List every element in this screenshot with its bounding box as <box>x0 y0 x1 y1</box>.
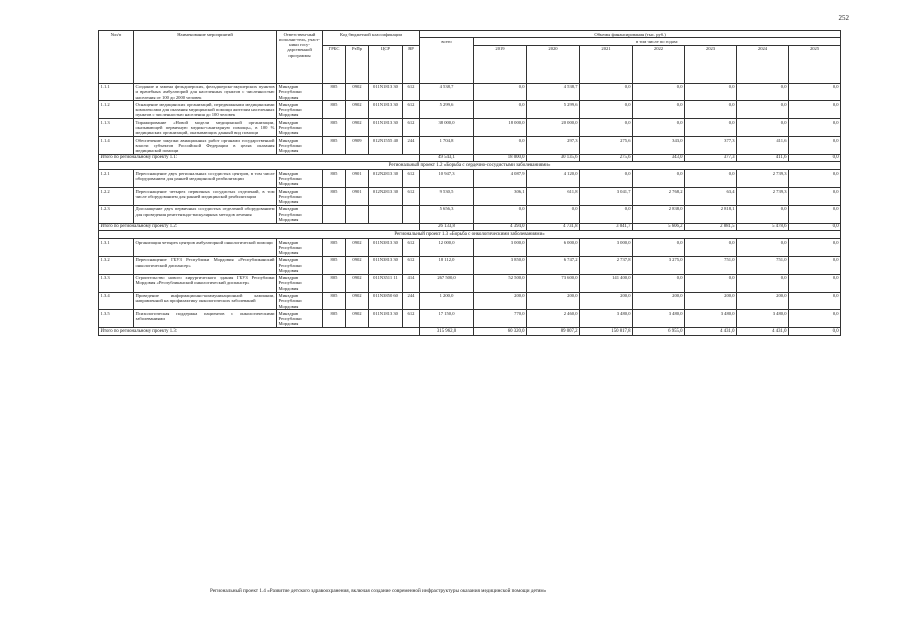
row-csr: 012N1555 40 <box>369 137 403 155</box>
row-year-value: 0,0 <box>789 119 841 137</box>
header-executor: Ответствен-ный исполни-тель, участ-ники госу-дарственной программы <box>277 31 323 84</box>
total-year-value: 89 007,2 <box>527 328 580 336</box>
row-grbs: 805 <box>323 256 346 274</box>
header-code-0: ГРБС <box>323 45 346 83</box>
total-year-value: 60 320,0 <box>474 328 527 336</box>
row-year-value: 0,0 <box>789 239 841 257</box>
row-year-value: 6 000,0 <box>527 239 580 257</box>
row-year-value: 0,0 <box>789 256 841 274</box>
row-year-value: 297,3 <box>527 137 580 155</box>
row-rzpr: 0902 <box>346 292 369 310</box>
row-year-value: 0,0 <box>633 239 685 257</box>
row-year-value: 18 000,0 <box>474 119 527 137</box>
row-csr: 011N3511 11 <box>369 274 403 292</box>
header-total: всего <box>420 38 474 83</box>
row-year-value: 0,0 <box>685 101 737 119</box>
row-year-value: 52 500,0 <box>474 274 527 292</box>
table-row <box>99 256 841 274</box>
header-code-2: ЦСР <box>369 45 403 83</box>
row-total: 12 000,0 <box>420 239 474 257</box>
header-year-2: 2021 <box>580 45 633 83</box>
row-year-value: 4 538,7 <box>527 83 580 101</box>
row-year-value: 3 850,0 <box>474 256 527 274</box>
header-year-6: 2025 <box>789 45 841 83</box>
total-year-value: 18 000,0 <box>474 154 527 162</box>
row-name: Оснащение медицинских организаций, передвижными медицинскими комплексами для оказания медицинской помощи жителям населенных пунктов с численностью населения до 100 человек <box>135 101 275 118</box>
row-executor: Минздрав Республики Мордовия <box>277 239 323 257</box>
table-row <box>99 274 841 292</box>
total-row <box>99 328 841 336</box>
row-rzpr: 0909 <box>346 137 369 155</box>
table-row <box>99 310 841 328</box>
header-financing: Объемы финансирования (тыс. руб.) <box>420 31 841 38</box>
row-year-value: 200,0 <box>474 292 527 310</box>
row-year-value: 3 480,0 <box>737 310 789 328</box>
row-vr: 612 <box>403 83 420 101</box>
row-year-value: 0,0 <box>633 170 685 188</box>
header-year-0: 2019 <box>474 45 527 83</box>
row-year-value: 141 400,0 <box>580 274 633 292</box>
row-executor: Минздрав Республики Мордовия <box>277 256 323 274</box>
row-year-value: 2 838,0 <box>633 205 685 223</box>
row-year-value: 770,0 <box>474 310 527 328</box>
row-name: Переоснащение четырех первичных сосудистых отделений, в том числе оборудованием для ранней медицинской реабилитации <box>134 188 277 206</box>
header-budget-code: Код бюджетной классификации <box>323 31 420 46</box>
row-grbs: 805 <box>323 83 346 101</box>
row-vr: 244 <box>403 137 420 155</box>
row-year-value: 751,0 <box>685 256 737 274</box>
row-year-value: 2 768,2 <box>633 188 685 206</box>
row-year-value: 0,0 <box>580 101 633 119</box>
row-year-value: 3 275,0 <box>633 256 685 274</box>
header-code-3: ВР <box>403 45 420 83</box>
row-csr: 011N1813 30 <box>369 101 403 119</box>
row-number: 1.3.5 <box>99 310 134 328</box>
row-name: Создание и замена фельдшерских, фельдшерско-акушерских пунктов и врачебных амбулаторий для населенных пунктов с численностью населения от 100 до 2000 человек <box>135 84 275 100</box>
row-executor: Минздрав Республики Мордовия <box>277 205 323 223</box>
header-code-1: РзПр <box>346 45 369 83</box>
row-year-value: 0,0 <box>633 101 685 119</box>
row-grbs: 805 <box>323 239 346 257</box>
table-row <box>99 292 841 310</box>
row-rzpr: 0901 <box>346 170 369 188</box>
total-year-value: 0,0 <box>789 223 841 231</box>
row-year-value: 3 041,7 <box>580 188 633 206</box>
row-year-value: 0,0 <box>789 188 841 206</box>
row-year-value: 611,8 <box>527 188 580 206</box>
row-rzpr: 0902 <box>346 310 369 328</box>
row-number: 1.2.1 <box>99 170 134 188</box>
row-total: 17 150,0 <box>420 310 474 328</box>
row-csr <box>369 205 403 223</box>
row-number: 1.2.3 <box>99 205 134 223</box>
row-executor: Минздрав Республики Мордовия <box>277 188 323 206</box>
section-title: Региональный проект 1.3 «Борьба с онкологическими заболеваниями» <box>99 231 841 239</box>
table-row <box>99 239 841 257</box>
row-year-value: 200,0 <box>685 292 737 310</box>
row-total: 5 299,6 <box>420 101 474 119</box>
row-year-value: 0,0 <box>633 274 685 292</box>
row-year-value: 0,0 <box>580 205 633 223</box>
total-year-value: 5 478,6 <box>737 223 789 231</box>
total-sum: 315 962,0 <box>420 328 474 336</box>
row-total: 5 656,3 <box>420 205 474 223</box>
row-name: Психологическая поддержка пациентов с онкологическими заболеваниями <box>134 310 277 328</box>
row-year-value: 3 000,0 <box>474 239 527 257</box>
row-name: Проведение информационно-коммуникационной кампании, направленной на профилактику онкологических заболеваний <box>134 292 277 310</box>
row-grbs: 805 <box>323 170 346 188</box>
row-rzpr: 0902 <box>346 256 369 274</box>
total-year-value: 343,0 <box>633 154 685 162</box>
header-num: №п/п <box>99 31 134 84</box>
row-year-value: 0,0 <box>474 205 527 223</box>
total-year-value: 2 881,5 <box>685 223 737 231</box>
row-year-value: 0,0 <box>527 205 580 223</box>
row-year-value: 0,0 <box>685 83 737 101</box>
row-year-value: 200,0 <box>580 292 633 310</box>
row-year-value: 3 480,0 <box>633 310 685 328</box>
row-year-value: 0,0 <box>789 292 841 310</box>
row-year-value: 0,0 <box>633 119 685 137</box>
table-row <box>99 119 841 137</box>
row-year-value: 0,0 <box>789 137 841 155</box>
row-total: 9 530,5 <box>420 188 474 206</box>
total-year-value: 30 135,6 <box>527 154 580 162</box>
row-total: 267 500,0 <box>420 274 474 292</box>
row-year-value: 0,0 <box>685 239 737 257</box>
total-year-value: 4 394,0 <box>474 223 527 231</box>
total-year-value: 4 431,0 <box>737 328 789 336</box>
row-year-value: 2 739,3 <box>737 170 789 188</box>
row-csr: 011N1813 30 <box>369 83 403 101</box>
row-vr: 612 <box>403 239 420 257</box>
total-sum: 49 543,1 <box>420 154 474 162</box>
total-sum: 26 133,8 <box>420 223 474 231</box>
row-csr: 011N3813 30 <box>369 256 403 274</box>
row-year-value: 63,4 <box>685 188 737 206</box>
footer-project-title: Региональный проект 1.4 «Развитие детского здравоохранения, включая создание современной инфраструктуры оказания медицинской помощи детям» <box>210 588 547 594</box>
total-row <box>99 223 841 231</box>
total-row <box>99 154 841 162</box>
row-vr: 414 <box>403 274 420 292</box>
row-executor: Минздрав Республики Мордовия <box>277 292 323 310</box>
row-vr: 612 <box>403 170 420 188</box>
row-year-value: 3 480,0 <box>685 310 737 328</box>
row-vr: 612 <box>403 310 420 328</box>
row-grbs <box>323 205 346 223</box>
row-number: 1.1.1 <box>99 83 134 101</box>
row-executor: Минздрав Республики Мордовия <box>277 137 323 155</box>
row-vr: 612 <box>403 101 420 119</box>
row-executor: Минздрав Республики Мордовия <box>277 274 323 292</box>
row-year-value: 2 737,8 <box>580 256 633 274</box>
table-row <box>99 137 841 155</box>
row-name: Строительство нового хирургического здания ГБУЗ Республики Мордовия «Республиканский онкологический диспансер» <box>134 274 277 292</box>
row-year-value: 0,0 <box>474 137 527 155</box>
row-csr: 011N3850 60 <box>369 292 403 310</box>
header-year-1: 2020 <box>527 45 580 83</box>
header-year-4: 2023 <box>685 45 737 83</box>
row-year-value: 6 747,2 <box>527 256 580 274</box>
row-grbs: 805 <box>323 310 346 328</box>
row-year-value: 0,0 <box>737 205 789 223</box>
row-grbs: 805 <box>323 119 346 137</box>
row-year-value: 0,0 <box>789 274 841 292</box>
row-grbs: 805 <box>323 101 346 119</box>
row-year-value: 306,1 <box>474 188 527 206</box>
row-name: Дооснащение двух первичных сосудистых отделений оборудованием для проведения рентгенэндо-васкулярных методов лечения <box>134 205 277 223</box>
row-executor: Минздрав Республики Мордовия <box>277 83 323 101</box>
row-vr: 612 <box>403 188 420 206</box>
page-number: 252 <box>838 14 849 22</box>
row-total: 1 704,8 <box>420 137 474 155</box>
row-year-value: 0,0 <box>737 239 789 257</box>
row-rzpr <box>346 205 369 223</box>
row-number: 1.3.2 <box>99 256 134 274</box>
row-executor: Минздрав Республики Мордовия <box>277 119 323 137</box>
row-number: 1.1.4 <box>99 137 134 155</box>
row-number: 1.3.3 <box>99 274 134 292</box>
row-year-value: 73 600,0 <box>527 274 580 292</box>
total-label: Итого по региональному проекту 1.2: <box>99 223 420 231</box>
row-number: 1.3.1 <box>99 239 134 257</box>
row-vr: 612 <box>403 119 420 137</box>
total-year-value: 6 955,0 <box>633 328 685 336</box>
row-total: 18 112,0 <box>420 256 474 274</box>
total-year-value: 5 606,2 <box>633 223 685 231</box>
row-year-value: 0,0 <box>685 274 737 292</box>
row-grbs: 805 <box>323 292 346 310</box>
row-rzpr: 0902 <box>346 274 369 292</box>
row-year-value: 0,0 <box>474 83 527 101</box>
row-year-value: 2 460,0 <box>527 310 580 328</box>
row-name: Переоснащение двух региональных сосудистых центров, в том числе оборудованием для ранней медицинской реабилитации <box>134 170 277 188</box>
row-year-value: 200,0 <box>737 292 789 310</box>
row-rzpr: 0902 <box>346 239 369 257</box>
row-year-value: 4 120,0 <box>527 170 580 188</box>
total-year-value: 4 731,8 <box>527 223 580 231</box>
section-title-row <box>99 231 841 239</box>
row-year-value: 0,0 <box>789 205 841 223</box>
row-year-value: 4 087,9 <box>474 170 527 188</box>
total-year-value: 3 041,7 <box>580 223 633 231</box>
total-year-value: 0,0 <box>789 154 841 162</box>
total-year-value: 275,6 <box>580 154 633 162</box>
row-rzpr: 0902 <box>346 101 369 119</box>
row-year-value: 0,0 <box>474 101 527 119</box>
row-executor: Минздрав Республики Мордовия <box>277 310 323 328</box>
row-vr: 244 <box>403 292 420 310</box>
row-year-value: 0,0 <box>789 170 841 188</box>
row-year-value: 0,0 <box>685 170 737 188</box>
total-year-value: 0,0 <box>789 328 841 336</box>
row-year-value: 0,0 <box>737 83 789 101</box>
total-year-value: 150 817,8 <box>580 328 633 336</box>
row-year-value: 0,0 <box>789 310 841 328</box>
row-number: 1.1.3 <box>99 119 134 137</box>
row-name: Организация четырех центров амбулаторной онкологической помощи <box>134 239 277 257</box>
total-label: Итого по региональному проекту 1.1: <box>99 154 420 162</box>
row-csr: 012N2813 30 <box>369 188 403 206</box>
row-year-value: 2 818,1 <box>685 205 737 223</box>
row-csr: 011N3813 30 <box>369 239 403 257</box>
header-including: в том числе по годам: <box>474 38 841 45</box>
row-year-value: 0,0 <box>633 83 685 101</box>
row-year-value: 0,0 <box>737 119 789 137</box>
row-year-value: 377,3 <box>685 137 737 155</box>
row-year-value: 411,6 <box>737 137 789 155</box>
row-year-value: 0,0 <box>580 170 633 188</box>
row-executor: Минздрав Республики Мордовия <box>277 170 323 188</box>
row-year-value: 3 480,0 <box>580 310 633 328</box>
row-csr: 012N2813 30 <box>369 170 403 188</box>
row-year-value: 275,6 <box>580 137 633 155</box>
row-grbs: 805 <box>323 274 346 292</box>
row-number: 1.2.2 <box>99 188 134 206</box>
table-row <box>99 170 841 188</box>
section-title-row <box>99 162 841 170</box>
header-year-5: 2024 <box>737 45 789 83</box>
table-row <box>99 83 841 101</box>
row-year-value: 20 000,0 <box>527 119 580 137</box>
row-rzpr: 0901 <box>346 188 369 206</box>
row-year-value: 0,0 <box>685 119 737 137</box>
row-year-value: 0,0 <box>737 101 789 119</box>
row-year-value: 200,0 <box>633 292 685 310</box>
row-name: Тиражирование «Новой модели медицинской организации, оказывающей первичную медико-санитарную помощь», в 100 % медицинских организаций, оказывающих данный вид помощи <box>135 119 275 136</box>
row-csr: 011N1813 30 <box>369 310 403 328</box>
row-executor: Минздрав Республики Мордовия <box>277 101 323 119</box>
row-vr: 612 <box>403 256 420 274</box>
row-year-value: 0,0 <box>737 274 789 292</box>
row-year-value: 200,0 <box>527 292 580 310</box>
total-year-value: 377,3 <box>685 154 737 162</box>
row-number: 1.3.4 <box>99 292 134 310</box>
row-total: 1 200,0 <box>420 292 474 310</box>
row-year-value: 2 739,3 <box>737 188 789 206</box>
row-rzpr: 0902 <box>346 119 369 137</box>
row-year-value: 0,0 <box>789 101 841 119</box>
row-year-value: 0,0 <box>789 83 841 101</box>
row-number: 1.1.2 <box>99 101 134 119</box>
row-grbs: 805 <box>323 137 346 155</box>
row-vr <box>403 205 420 223</box>
table-row <box>99 188 841 206</box>
row-year-value: 0,0 <box>580 83 633 101</box>
row-total: 4 538,7 <box>420 83 474 101</box>
table-row <box>99 101 841 119</box>
row-rzpr: 0902 <box>346 83 369 101</box>
row-year-value: 343,0 <box>633 137 685 155</box>
row-grbs: 805 <box>323 188 346 206</box>
total-year-value: 4 431,0 <box>685 328 737 336</box>
section-title: Региональный проект 1.2 «Борьба с сердечно-сосудистыми заболеваниями» <box>99 162 841 170</box>
row-name: Переоснащение ГБУЗ Республики Мордовия «Республиканский онкологический диспансер» <box>134 256 277 274</box>
total-label: Итого по региональному проекту 1.3: <box>99 328 420 336</box>
row-year-value: 5 299,6 <box>527 101 580 119</box>
row-year-value: 3 000,0 <box>580 239 633 257</box>
table-row <box>99 205 841 223</box>
row-year-value: 751,0 <box>737 256 789 274</box>
row-year-value: 0,0 <box>580 119 633 137</box>
row-total: 10 947,3 <box>420 170 474 188</box>
header-year-3: 2022 <box>633 45 685 83</box>
row-csr: 011N1813 30 <box>369 119 403 137</box>
total-year-value: 411,6 <box>737 154 789 162</box>
financing-table <box>98 30 841 336</box>
header-name: Наименование мероприятий <box>134 31 277 84</box>
row-total: 38 000,0 <box>420 119 474 137</box>
row-name: Обеспечение закупки авиационных работ органами государственной власти субъектов Российской Федерации в целях оказания медицинской помощи <box>135 137 275 154</box>
